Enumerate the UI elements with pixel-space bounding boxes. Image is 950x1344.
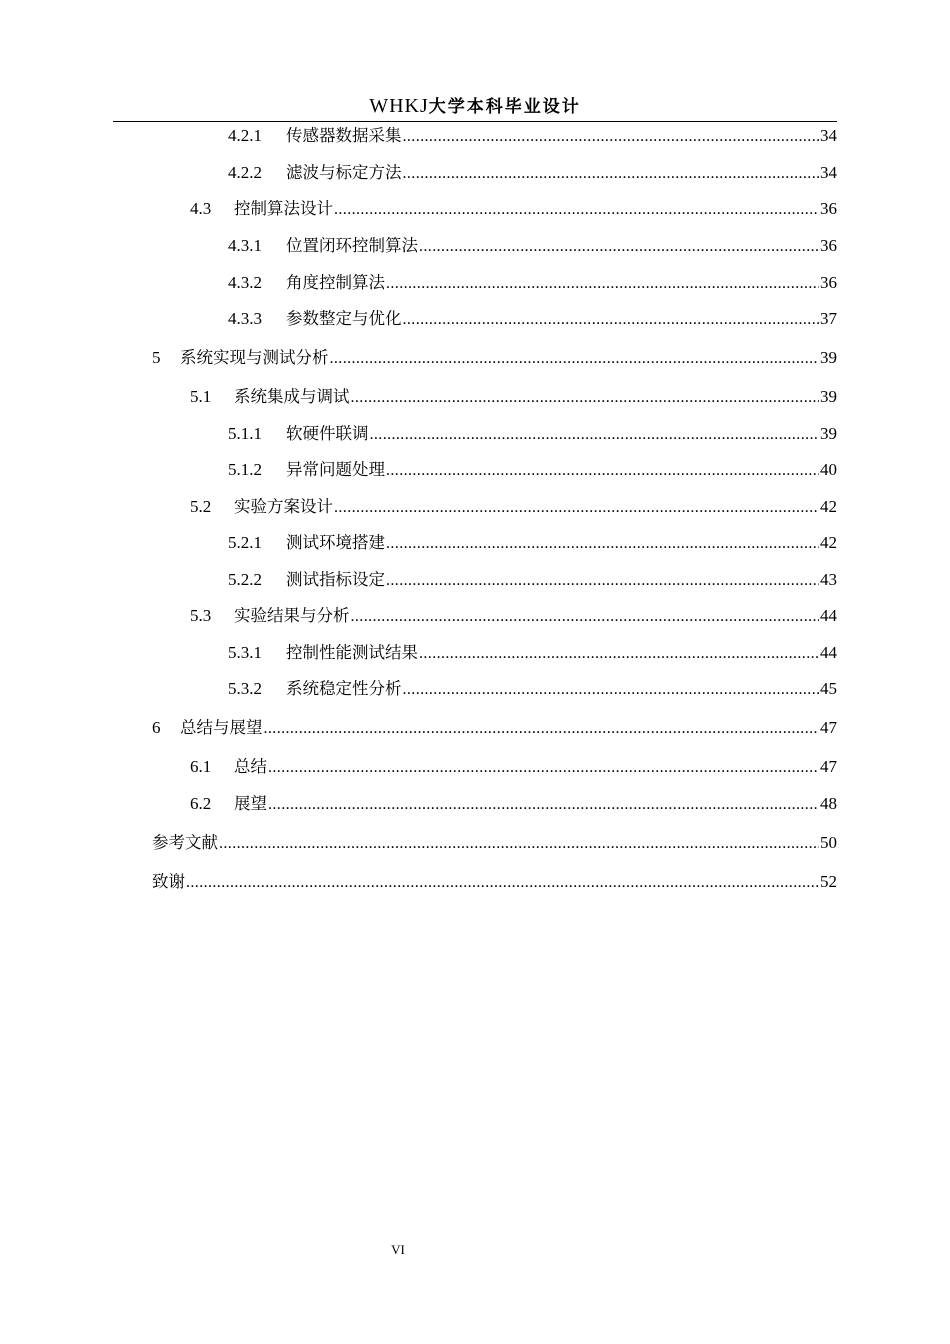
toc-entry-title: 控制算法设计: [234, 199, 333, 218]
toc-entry-title: 位置闭环控制算法: [286, 236, 418, 255]
toc-entry-page: 39: [820, 387, 837, 406]
toc-entry-title: 系统稳定性分析: [286, 679, 402, 698]
toc-entry-page: 47: [820, 757, 837, 776]
toc-dot-leader: [330, 347, 820, 369]
toc-dot-leader: [186, 871, 819, 893]
toc-entry-number: 6: [152, 718, 161, 737]
toc-entry-title: 传感器数据采集: [286, 126, 402, 145]
toc-entry[interactable]: [152, 347, 837, 369]
toc-entry-number: 5.1.2: [228, 460, 262, 479]
toc-entry-page: 44: [820, 643, 837, 662]
toc-entry-title: 测试指标设定: [286, 570, 385, 589]
toc-entry-acknowledgements[interactable]: [152, 871, 837, 893]
toc-entry-title: 实验方案设计: [234, 497, 333, 516]
toc-entry[interactable]: [190, 605, 837, 627]
toc-entry-number: 5.1: [190, 387, 212, 406]
toc-entry-number: 4.3.3: [228, 309, 262, 328]
toc-entry-page: 36: [820, 199, 837, 218]
toc-entry-number: 5.3.2: [228, 679, 262, 698]
toc-entry[interactable]: [190, 756, 837, 778]
toc-entry-page: 34: [820, 163, 837, 182]
toc-dot-leader: [403, 162, 820, 184]
page-header: [113, 92, 837, 122]
toc-entry[interactable]: [190, 793, 837, 815]
toc-entry-number: 5.2: [190, 497, 212, 516]
toc-entry-title: 异常问题处理: [286, 460, 385, 479]
toc-entry-title: 参数整定与优化: [286, 309, 402, 328]
toc-dot-leader: [334, 198, 819, 220]
toc-entry-title: 角度控制算法: [286, 273, 385, 292]
toc-entry-title: 测试环境搭建: [286, 533, 385, 552]
toc-entry-page: 34: [820, 126, 837, 145]
toc-entry-number: 4.3.2: [228, 273, 262, 292]
toc-entry-page: 50: [820, 833, 837, 852]
toc-entry-number: 4.3: [190, 199, 212, 218]
toc-entry-number: 4.2.2: [228, 163, 262, 182]
toc-entry[interactable]: [228, 272, 837, 294]
toc-entry-number: 5.3.1: [228, 643, 262, 662]
toc-entry-title: 总结与展望: [180, 718, 263, 737]
header-title: [113, 92, 837, 121]
toc-entry-page: 39: [820, 348, 837, 367]
toc-entry-page: 36: [820, 236, 837, 255]
toc-entry[interactable]: [228, 308, 837, 330]
toc-entry[interactable]: [228, 459, 837, 481]
toc-dot-leader: [264, 717, 820, 739]
toc-entry-title: 系统实现与测试分析: [180, 348, 329, 367]
toc-entry-title: 实验结果与分析: [234, 606, 350, 625]
toc-entry-number: 6.2: [190, 794, 212, 813]
toc-entry-number: 5.2.2: [228, 570, 262, 589]
toc-dot-leader: [268, 793, 819, 815]
toc-entry-title: 系统集成与调试: [234, 387, 350, 406]
toc-entry-title: 控制性能测试结果: [286, 643, 418, 662]
toc-entry[interactable]: [190, 496, 837, 518]
toc-entry-number: 4.2.1: [228, 126, 262, 145]
toc-entry-references[interactable]: [152, 832, 837, 854]
toc-dot-leader: [370, 423, 820, 445]
page-number: VI: [391, 1242, 405, 1257]
toc-entry-title: 展望: [234, 794, 267, 813]
toc-dot-leader: [403, 678, 820, 700]
toc-dot-leader: [386, 532, 819, 554]
toc-entry-page: 42: [820, 533, 837, 552]
toc-entry-page: 45: [820, 679, 837, 698]
toc-entry-number: 6.1: [190, 757, 212, 776]
toc-entry-page: 37: [820, 309, 837, 328]
toc-entry-page: 40: [820, 460, 837, 479]
toc-dot-leader: [419, 642, 819, 664]
header-chinese: 大学本科毕业设计: [428, 97, 581, 117]
toc-entry[interactable]: [228, 125, 837, 147]
toc-dot-leader: [386, 272, 819, 294]
toc-entry[interactable]: [228, 162, 837, 184]
toc-dot-leader: [334, 496, 819, 518]
toc-entry-number: 5.3: [190, 606, 212, 625]
toc-entry[interactable]: [228, 423, 837, 445]
toc-entry[interactable]: [228, 532, 837, 554]
toc-dot-leader: [386, 459, 819, 481]
header-latin: WHKJ: [369, 95, 429, 117]
toc-entry-page: 52: [820, 872, 837, 891]
toc-dot-leader: [268, 756, 819, 778]
toc-entry[interactable]: [228, 235, 837, 257]
toc-entry-number: 4.3.1: [228, 236, 262, 255]
toc-entry-title: 软硬件联调: [286, 424, 369, 443]
toc-entry-page: 39: [820, 424, 837, 443]
toc-entry-page: 43: [820, 570, 837, 589]
toc-entry-page: 48: [820, 794, 837, 813]
toc-dot-leader: [403, 125, 820, 147]
toc-entry[interactable]: [190, 198, 837, 220]
toc-entry-page: 47: [820, 718, 837, 737]
toc-entry[interactable]: [228, 569, 837, 591]
toc-entry[interactable]: [228, 642, 837, 664]
toc-entry-number: 5: [152, 348, 161, 367]
toc-dot-leader: [351, 386, 820, 408]
toc-entry-number: 5.2.1: [228, 533, 262, 552]
toc-entry-page: 42: [820, 497, 837, 516]
toc-dot-leader: [219, 832, 819, 854]
toc-entry-title: 致谢: [152, 872, 185, 891]
toc-entry-title: 总结: [234, 757, 267, 776]
toc-dot-leader: [386, 569, 819, 591]
toc-entry[interactable]: [152, 717, 837, 739]
toc-dot-leader: [403, 308, 820, 330]
toc-entry[interactable]: [190, 386, 837, 408]
toc-entry-page: 44: [820, 606, 837, 625]
toc-entry-number: 5.1.1: [228, 424, 262, 443]
toc-dot-leader: [351, 605, 820, 627]
toc-entry[interactable]: [228, 678, 837, 700]
toc-entry-title: 滤波与标定方法: [286, 163, 402, 182]
toc-entry-title: 参考文献: [152, 833, 218, 852]
toc-entry-page: 36: [820, 273, 837, 292]
toc-dot-leader: [419, 235, 819, 257]
